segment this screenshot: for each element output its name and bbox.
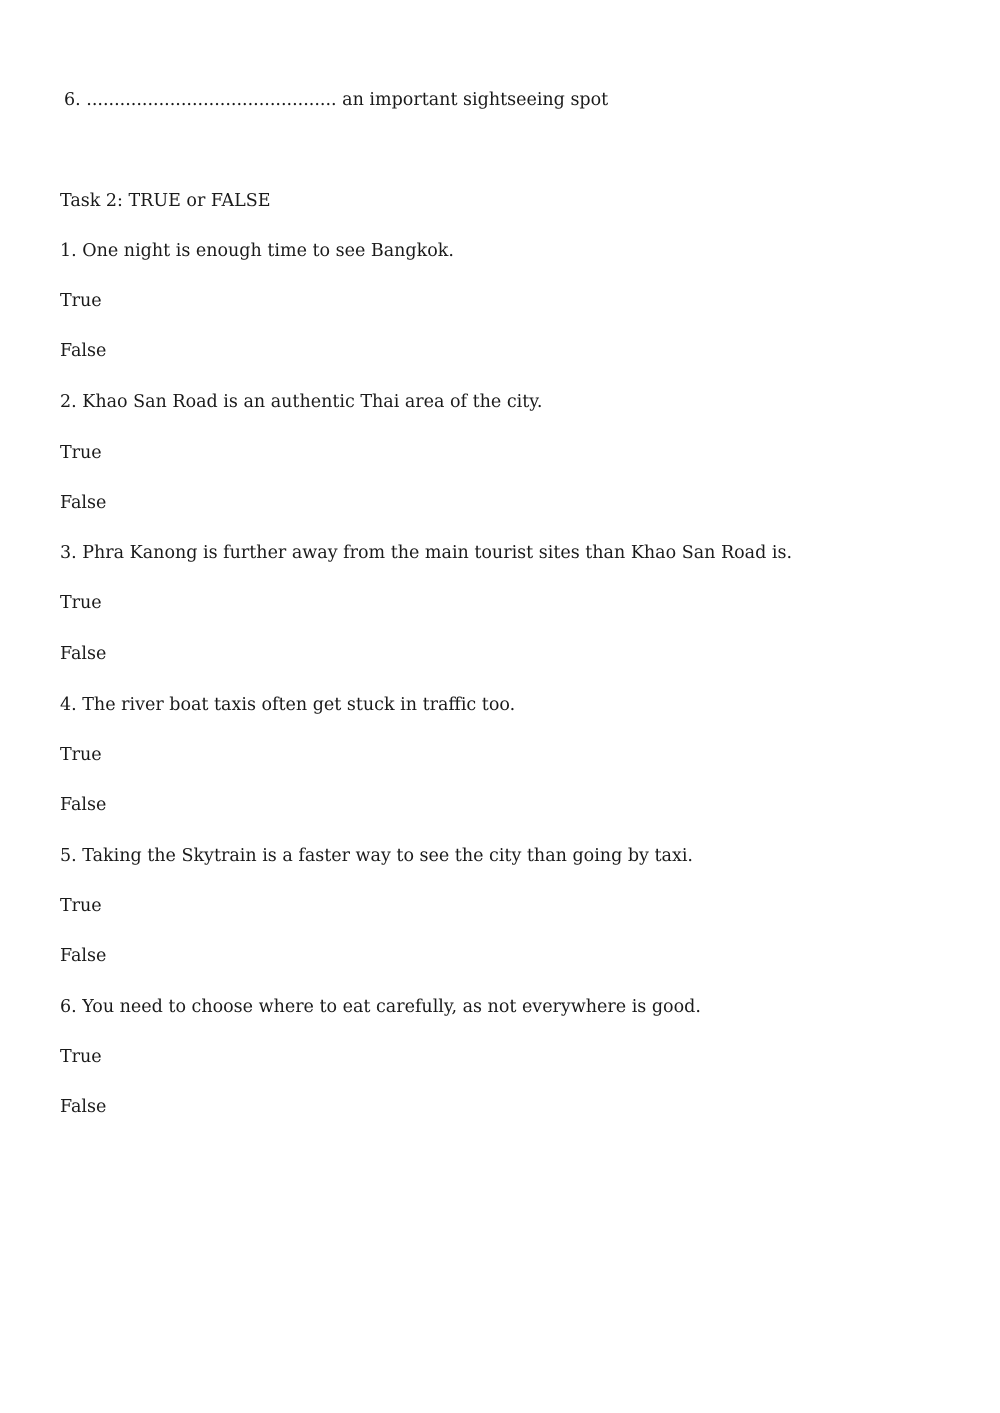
question-2-option-false[interactable]: False [60,493,107,513]
question-5-text: 5. Taking the Skytrain is a faster way to see the city than going by taxi. [60,846,693,866]
question-6-text: 6. You need to choose where to eat carefully, as not everywhere is good. [60,997,701,1017]
question-3-text: 3. Phra Kanong is further away from the main tourist sites than Khao San Road is. [60,543,793,563]
question-2-option-true[interactable]: True [60,443,102,463]
question-1-option-true[interactable]: True [60,291,102,311]
question-5-option-true[interactable]: True [60,896,102,916]
question-4-option-false[interactable]: False [60,795,107,815]
task2-heading: Task 2: TRUE or FALSE [60,191,271,211]
question-5-option-false[interactable]: False [60,946,107,966]
task1-item-6: 6. ............................................. an important sightseeing spot [64,90,609,110]
question-4-text: 4. The river boat taxis often get stuck in traffic too. [60,695,516,715]
question-6-option-false[interactable]: False [60,1097,107,1117]
question-2-text: 2. Khao San Road is an authentic Thai area of the city. [60,392,543,412]
question-4-option-true[interactable]: True [60,745,102,765]
question-1-option-false[interactable]: False [60,341,107,361]
question-3-option-true[interactable]: True [60,593,102,613]
question-1-text: 1. One night is enough time to see Bangkok. [60,241,454,261]
question-3-option-false[interactable]: False [60,644,107,664]
question-6-option-true[interactable]: True [60,1047,102,1067]
